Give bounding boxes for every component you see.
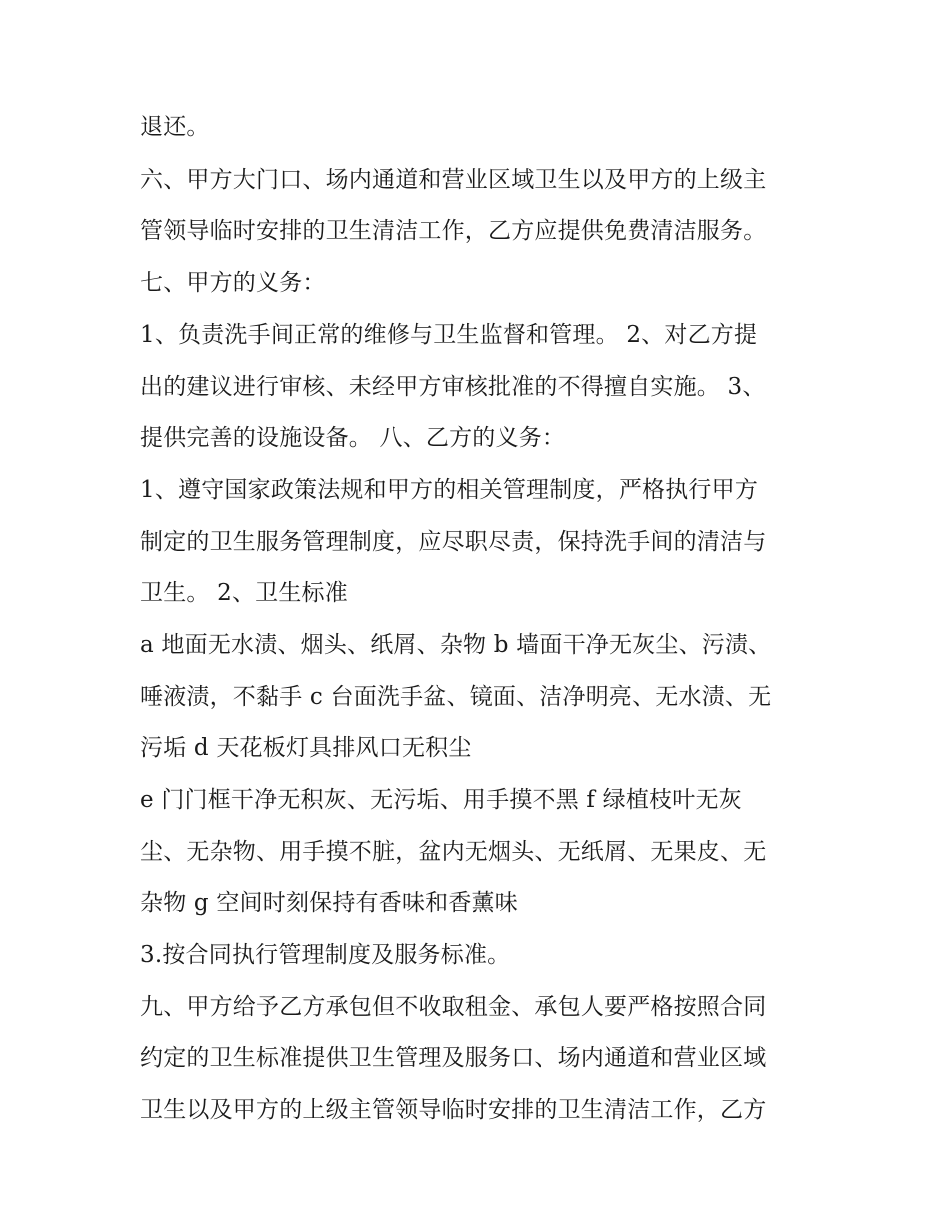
text-line: 七、甲方的义务： [140, 270, 326, 296]
text-line: 卫生。 2、卫生标准 [140, 580, 348, 606]
text-line: 尘、无杂物、用手摸不脏，盆内无烟头、无纸屑、无果皮、无 [140, 839, 767, 865]
text-line: 唾液渍，不黏手 c 台面洗手盆、镜面、洁净明亮、无水渍、无 [140, 684, 772, 710]
text-line: 约定的卫生标准提供卫生管理及服务口、场内通道和营业区域 [140, 1045, 767, 1071]
text-line: 污垢 d 天花板灯具排风口无积尘 [140, 735, 472, 761]
text-line: 杂物 g 空间时刻保持有香味和香薰味 [140, 890, 518, 916]
text-line: 九、甲方给予乙方承包但不收取租金、承包人要严格按照合同 [140, 994, 767, 1020]
text-line: e 门门框干净无积灰、无污垢、用手摸不黑 f 绿植枝叶无灰 [140, 787, 742, 813]
text-line: 出的建议进行审核、未经甲方审核批准的不得擅自实施。 3、 [140, 374, 766, 400]
text-line: 管领导临时安排的卫生清洁工作，乙方应提供免费清洁服务。 [140, 218, 767, 244]
text-line: 六、甲方大门口、场内通道和营业区域卫生以及甲方的上级主 [140, 167, 767, 193]
text-line: 提供完善的设施设备。 八、乙方的义务： [140, 425, 566, 451]
text-line: 制定的卫生服务管理制度，应尽职尽责，保持洗手间的清洁与 [140, 529, 767, 555]
text-line: 卫生以及甲方的上级主管领导临时安排的卫生清洁工作，乙方 [140, 1097, 767, 1123]
text-line: 3.按合同执行管理制度及服务标准。 [140, 942, 511, 968]
text-line: a 地面无水渍、烟头、纸屑、杂物 b 墙面干净无灰尘、污渍、 [140, 632, 772, 658]
text-line: 退还。 [140, 114, 210, 140]
text-line: 1、遵守国家政策法规和甲方的相关管理制度，严格执行甲方 [140, 477, 759, 503]
text-line: 1、负责洗手间正常的维修与卫生监督和管理。 2、对乙方提 [140, 322, 758, 348]
